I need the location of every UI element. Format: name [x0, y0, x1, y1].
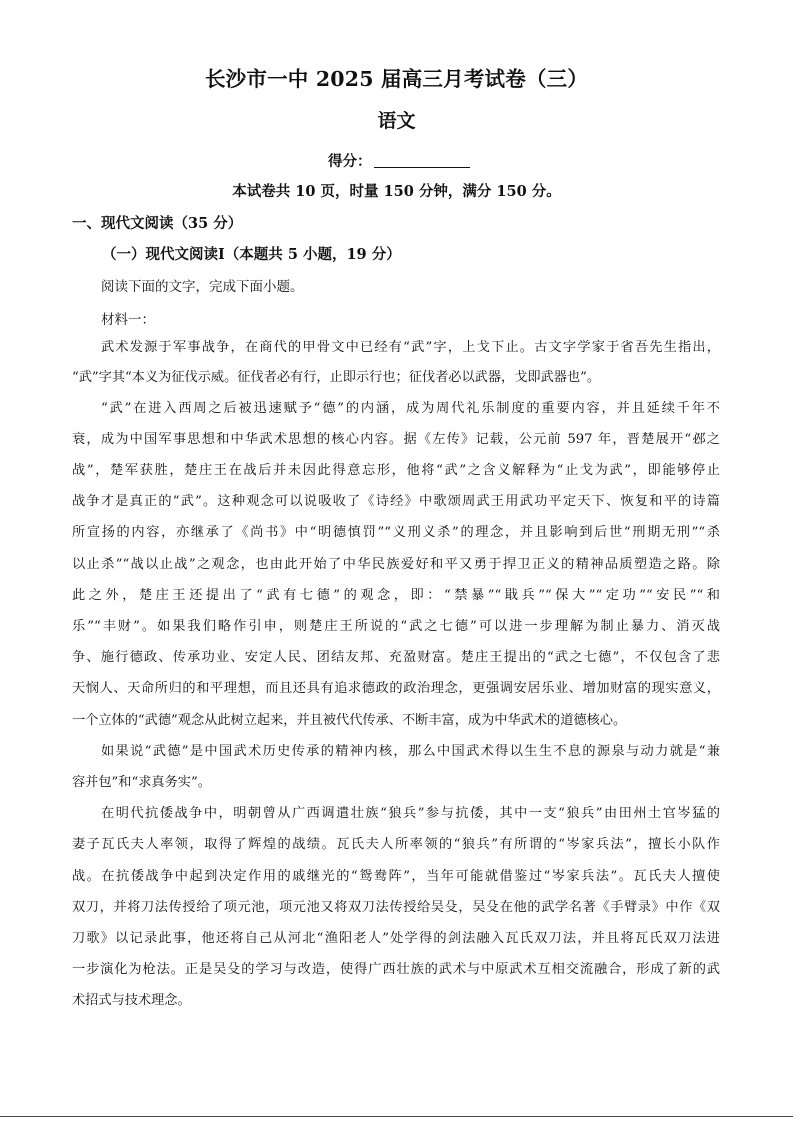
paragraph-line: 一步演化为枪法。正是吴殳的学习与改造，使得广西壮族的武术与中原武术互相交流融合，形成了新的武: [72, 962, 720, 977]
paragraph-line: 一个立体的“武德”观念从此树立起来，并且被代代传承、不断丰富，成为中华武术的道德核心。: [72, 713, 627, 728]
paragraph-line: 武术发源于军事战争，在商代的甲骨文中已经有“武”字，上戈下止。古文字学家于省吾先生指出，: [101, 340, 720, 355]
score-field: [328, 150, 470, 171]
paragraph-line: 所宣扬的内容，亦继承了《尚书》中“明德慎罚”“义刑义杀”的理念，并且影响到后世“刑期无刑”“杀: [72, 525, 720, 540]
subject-heading: 语文: [377, 110, 416, 132]
section-heading-modern-reading: 一、现代文阅读（35 分）: [72, 215, 243, 232]
paragraph-line: 刀歌》以记录此事，他还将自己从河北“渔阳老人”处学得的剑法融入瓦氏双刀法，并且将瓦氏双刀法进: [72, 931, 720, 946]
paragraph-line: 如果说“武德”是中国武术历史传承的精神内核，那么中国武术得以生生不息的源泉与动力就是“兼: [101, 744, 720, 759]
score-label: 得分：: [328, 153, 372, 170]
paragraph-line: “武”字其“本义为征伐示威。征伐者必有行，止即示行也；征伐者必以武器，戈即武器也”。: [72, 370, 601, 385]
paragraph-line: 妻子瓦氏夫人率领，取得了辉煌的战绩。瓦氏夫人所率领的“狼兵”有所谓的“岑家兵法”，擅长小队作: [72, 837, 720, 852]
score-blank[interactable]: [374, 167, 470, 168]
paragraph-line: 战争才是真正的“武”。这种观念可以说吸收了《诗经》中歌颂周武王用武功平定天下、恢复和平的诗篇: [72, 494, 720, 509]
material-label: 材料一：: [101, 312, 155, 328]
paragraph-line: 衰，成为中国军事思想和中华武术思想的核心内容。据《左传》记载，公元前 597 年，晋楚展开“邲之: [72, 432, 720, 447]
subsection-heading-reading-1: （一）现代文阅读Ⅰ（本题共 5 小题，19 分）: [102, 246, 401, 263]
paragraph-line: 双刀，并将刀法传授给了项元池，项元池又将双刀法传授给吴殳，吴殳在他的武学名著《手臂录》中作《双: [72, 900, 720, 915]
exam-info: 本试卷共 10 页，时量 150 分钟，满分 150 分。: [232, 183, 561, 200]
paragraph-line: 争、施行德政、传承功业、安定人民、团结友邦、充盈财富。楚庄王提出的“武之七德”，不仅包含了悲: [72, 650, 720, 665]
paragraph-line: 天悯人、天命所归的和平理想，而且还具有追求德政的政治理念，更强调安居乐业、增加财富的现实意义，: [72, 681, 720, 696]
exam-title: 长沙市一中 2025 届高三月考试卷（三）: [204, 67, 589, 91]
paragraph-line: 战”，楚军获胜，楚庄王在战后并未因此得意忘形，他将“武”之含义解释为“止戈为武”，即能够停止: [72, 463, 720, 478]
paragraph-line: 术招式与技术理念。: [72, 993, 191, 1008]
paragraph-line: 以止杀”“战以止战”之观念，也由此开始了中华民族爱好和平又勇于捍卫正义的精神品质塑造之路。除: [72, 557, 720, 572]
paragraph-line: 乐”“丰财”。如果我们略作引申，则楚庄王所说的“武之七德”可以进一步理解为制止暴力、消灭战: [72, 619, 720, 634]
paragraph-line: 战。在抗倭战争中起到决定作用的戚继光的“鸳鸯阵”，当年可能就借鉴过“岑家兵法”。瓦氏夫人擅使: [72, 869, 720, 884]
paragraph-line: “武”在进入西周之后被迅速赋予“德”的内涵，成为周代礼乐制度的重要内容，并且延续千年不: [101, 401, 720, 416]
paragraph-line: 在明代抗倭战争中，明朝曾从广西调遣壮族“狼兵”参与抗倭，其中一支“狼兵”由田州土官岑猛的: [101, 806, 720, 821]
instruction-text: 阅读下面的文字，完成下面小题。: [101, 279, 304, 295]
paragraph-line: 此之外，楚庄王还提出了“武有七德”的观念，即：“禁暴”“戢兵”“保大”“定功”“安民”“和: [72, 588, 720, 603]
page-bottom-rule: [0, 1116, 793, 1117]
paragraph-line: 容并包”和“求真务实”。: [72, 775, 211, 790]
